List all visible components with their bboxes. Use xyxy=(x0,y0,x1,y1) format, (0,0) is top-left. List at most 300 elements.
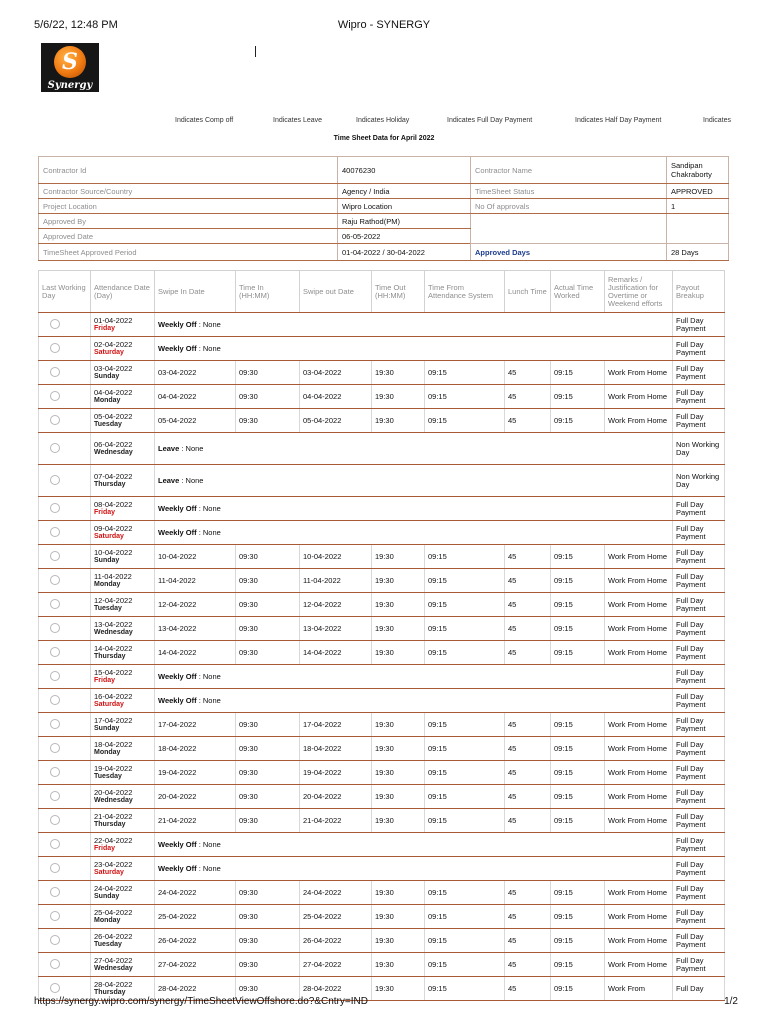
remarks: Work From xyxy=(605,977,673,1001)
approved-days-label: Approved Days xyxy=(471,244,667,261)
attendance-date: 21-04-2022 xyxy=(94,811,133,821)
day-status-note: None xyxy=(202,839,221,849)
actual-time-worked: 09:15 xyxy=(551,881,605,905)
table-row xyxy=(39,385,725,409)
time-out: 19:30 xyxy=(372,641,425,665)
contractor-id-label: Contractor Id xyxy=(39,157,338,184)
contractor-info-table xyxy=(38,156,729,261)
attendance-system-time: 09:15 xyxy=(425,977,505,1001)
attendance-date-cell xyxy=(91,881,155,905)
lunch-time: 45 xyxy=(505,617,551,641)
status-separator: : xyxy=(196,863,203,873)
day-of-week: Sunday xyxy=(94,556,120,564)
day-status-type: Weekly Off xyxy=(158,839,197,849)
day-status-cell xyxy=(155,665,673,689)
col-payout: Payout Breakup xyxy=(673,271,725,313)
table-row xyxy=(39,953,725,977)
last-working-day-radio[interactable] xyxy=(50,475,60,485)
last-working-day-cell xyxy=(39,409,91,433)
last-working-day-radio[interactable] xyxy=(50,575,60,585)
last-working-day-radio[interactable] xyxy=(50,719,60,729)
synergy-logo[interactable] xyxy=(41,43,99,92)
actual-time-worked: 09:15 xyxy=(551,641,605,665)
payout-breakup: Full Day Payment xyxy=(673,737,725,761)
last-working-day-radio[interactable] xyxy=(50,671,60,681)
time-out: 19:30 xyxy=(372,809,425,833)
day-of-week: Thursday xyxy=(94,820,126,828)
time-in: 09:30 xyxy=(236,713,300,737)
table-row xyxy=(39,465,725,497)
attendance-date: 22-04-2022 xyxy=(94,835,133,845)
payout-breakup: Full Day Payment xyxy=(673,833,725,857)
table-row xyxy=(39,409,725,433)
payout-breakup: Full Day Payment xyxy=(673,713,725,737)
swipe-out-date: 27-04-2022 xyxy=(300,953,372,977)
attendance-date: 18-04-2022 xyxy=(94,739,133,749)
last-working-day-cell xyxy=(39,833,91,857)
last-working-day-cell xyxy=(39,857,91,881)
time-in: 09:30 xyxy=(236,641,300,665)
last-working-day-radio[interactable] xyxy=(50,527,60,537)
actual-time-worked: 09:15 xyxy=(551,617,605,641)
status-separator: : xyxy=(196,527,203,537)
attendance-date: 14-04-2022 xyxy=(94,643,133,653)
day-of-week: Tuesday xyxy=(94,420,122,428)
contractor-id-value: 40076230 xyxy=(338,157,471,184)
last-working-day-radio[interactable] xyxy=(50,343,60,353)
last-working-day-radio[interactable] xyxy=(50,767,60,777)
last-working-day-radio[interactable] xyxy=(50,551,60,561)
lunch-time: 45 xyxy=(505,713,551,737)
day-status-note: None xyxy=(202,695,221,705)
status-separator: : xyxy=(196,319,203,329)
attendance-system-time: 09:15 xyxy=(425,713,505,737)
attendance-system-time: 09:15 xyxy=(425,569,505,593)
payout-breakup: Full Day Payment xyxy=(673,929,725,953)
actual-time-worked: 09:15 xyxy=(551,409,605,433)
col-actual-time: Actual Time Worked xyxy=(551,271,605,313)
swipe-out-date: 26-04-2022 xyxy=(300,929,372,953)
day-status-note: None xyxy=(202,527,221,537)
last-working-day-cell xyxy=(39,521,91,545)
attendance-date-cell xyxy=(91,385,155,409)
text-cursor xyxy=(255,46,256,57)
lunch-time: 45 xyxy=(505,905,551,929)
legend-holiday: Indicates Holiday xyxy=(356,117,410,124)
day-status-type: Weekly Off xyxy=(158,671,197,681)
attendance-system-time: 09:15 xyxy=(425,881,505,905)
empty-cell xyxy=(667,214,729,244)
attendance-date: 04-04-2022 xyxy=(94,387,133,397)
attendance-date-cell xyxy=(91,313,155,337)
last-working-day-radio[interactable] xyxy=(50,623,60,633)
day-of-week: Thursday xyxy=(94,480,126,488)
time-out: 19:30 xyxy=(372,593,425,617)
status-value: APPROVED xyxy=(667,184,729,199)
last-working-day-radio[interactable] xyxy=(50,503,60,513)
remarks: Work From Home xyxy=(605,569,673,593)
day-of-week: Wednesday xyxy=(94,796,133,804)
logo-letter: S xyxy=(62,49,78,75)
swipe-in-date: 19-04-2022 xyxy=(155,761,236,785)
attendance-date-cell xyxy=(91,545,155,569)
attendance-system-time: 09:15 xyxy=(425,617,505,641)
remarks: Work From Home xyxy=(605,761,673,785)
last-working-day-radio[interactable] xyxy=(50,887,60,897)
lunch-time: 45 xyxy=(505,545,551,569)
day-status-type: Weekly Off xyxy=(158,503,197,513)
last-working-day-radio[interactable] xyxy=(50,863,60,873)
payout-breakup: Full Day Payment xyxy=(673,545,725,569)
table-row xyxy=(39,881,725,905)
attendance-date-cell xyxy=(91,905,155,929)
last-working-day-radio[interactable] xyxy=(50,959,60,969)
day-of-week: Tuesday xyxy=(94,772,122,780)
print-datetime: 5/6/22, 12:48 PM xyxy=(34,19,118,31)
actual-time-worked: 09:15 xyxy=(551,953,605,977)
table-row xyxy=(39,641,725,665)
attendance-date-cell xyxy=(91,689,155,713)
time-in: 09:30 xyxy=(236,593,300,617)
time-in: 09:30 xyxy=(236,409,300,433)
last-working-day-radio[interactable] xyxy=(50,319,60,329)
attendance-date: 01-04-2022 xyxy=(94,315,133,325)
time-out: 19:30 xyxy=(372,617,425,641)
day-of-week: Monday xyxy=(94,916,121,924)
day-status-type: Weekly Off xyxy=(158,695,197,705)
swipe-out-date: 25-04-2022 xyxy=(300,905,372,929)
day-of-week: Wednesday xyxy=(94,628,133,636)
remarks: Work From Home xyxy=(605,593,673,617)
day-status-note: None xyxy=(202,319,221,329)
table-row xyxy=(39,361,725,385)
day-status-note: None xyxy=(185,443,204,453)
attendance-date: 27-04-2022 xyxy=(94,955,133,965)
attendance-date-cell xyxy=(91,641,155,665)
last-working-day-radio[interactable] xyxy=(50,743,60,753)
empty-cell xyxy=(471,214,667,244)
swipe-out-date: 04-04-2022 xyxy=(300,385,372,409)
col-time-out: Time Out (HH:MM) xyxy=(372,271,425,313)
swipe-in-date: 10-04-2022 xyxy=(155,545,236,569)
actual-time-worked: 09:15 xyxy=(551,737,605,761)
project-location-value: Wipro Location xyxy=(338,199,471,214)
last-working-day-cell xyxy=(39,665,91,689)
attendance-date: 20-04-2022 xyxy=(94,787,133,797)
actual-time-worked: 09:15 xyxy=(551,905,605,929)
lunch-time: 45 xyxy=(505,361,551,385)
attendance-date-cell xyxy=(91,521,155,545)
day-of-week: Thursday xyxy=(94,652,126,660)
day-status-note: None xyxy=(202,863,221,873)
last-working-day-radio[interactable] xyxy=(50,599,60,609)
time-out: 19:30 xyxy=(372,569,425,593)
last-working-day-radio[interactable] xyxy=(50,983,60,993)
day-status-type: Leave xyxy=(158,475,180,485)
swipe-out-date: 28-04-2022 xyxy=(300,977,372,1001)
day-of-week: Friday xyxy=(94,676,116,684)
attendance-date-cell xyxy=(91,761,155,785)
remarks: Work From Home xyxy=(605,929,673,953)
attendance-date: 02-04-2022 xyxy=(94,339,133,349)
payout-breakup: Non Working Day xyxy=(673,465,725,497)
day-status-note: None xyxy=(202,343,221,353)
table-row xyxy=(39,665,725,689)
payout-breakup: Full Day Payment xyxy=(673,953,725,977)
day-status-type: Leave xyxy=(158,443,180,453)
legend-half-day-payment: Indicates Half Day Payment xyxy=(575,117,662,124)
time-in: 09:30 xyxy=(236,545,300,569)
table-row xyxy=(39,713,725,737)
day-of-week: Thursday xyxy=(94,988,126,996)
attendance-date-cell xyxy=(91,361,155,385)
time-in: 09:30 xyxy=(236,977,300,1001)
last-working-day-cell xyxy=(39,593,91,617)
day-of-week: Wednesday xyxy=(94,448,133,456)
actual-time-worked: 09:15 xyxy=(551,809,605,833)
status-separator: : xyxy=(196,503,203,513)
attendance-date-cell xyxy=(91,833,155,857)
payout-breakup: Full Day Payment xyxy=(673,857,725,881)
remarks: Work From Home xyxy=(605,905,673,929)
approvals-value: 1 xyxy=(667,199,729,214)
actual-time-worked: 09:15 xyxy=(551,785,605,809)
time-in: 09:30 xyxy=(236,953,300,977)
swipe-out-date: 14-04-2022 xyxy=(300,641,372,665)
table-row xyxy=(39,809,725,833)
last-working-day-cell xyxy=(39,929,91,953)
last-working-day-radio[interactable] xyxy=(50,443,60,453)
time-out: 19:30 xyxy=(372,361,425,385)
lunch-time: 45 xyxy=(505,977,551,1001)
time-out: 19:30 xyxy=(372,713,425,737)
day-of-week: Saturday xyxy=(94,868,124,876)
attendance-date: 03-04-2022 xyxy=(94,363,133,373)
swipe-in-date: 17-04-2022 xyxy=(155,713,236,737)
last-working-day-cell xyxy=(39,433,91,465)
time-out: 19:30 xyxy=(372,761,425,785)
time-in: 09:30 xyxy=(236,761,300,785)
remarks: Work From Home xyxy=(605,881,673,905)
last-working-day-cell xyxy=(39,337,91,361)
swipe-out-date: 17-04-2022 xyxy=(300,713,372,737)
time-in: 09:30 xyxy=(236,881,300,905)
approvals-label: No Of approvals xyxy=(471,199,667,214)
day-of-week: Sunday xyxy=(94,892,120,900)
last-working-day-radio[interactable] xyxy=(50,815,60,825)
last-working-day-radio[interactable] xyxy=(50,935,60,945)
col-last-working-day: Last Working Day xyxy=(39,271,91,313)
source-label: Contractor Source/Country xyxy=(39,184,338,199)
attendance-date-cell xyxy=(91,785,155,809)
table-row xyxy=(39,337,725,361)
remarks: Work From Home xyxy=(605,785,673,809)
swipe-in-date: 05-04-2022 xyxy=(155,409,236,433)
table-row xyxy=(39,433,725,465)
payout-breakup: Full Day Payment xyxy=(673,689,725,713)
attendance-date: 08-04-2022 xyxy=(94,499,133,509)
time-in: 09:30 xyxy=(236,361,300,385)
last-working-day-radio[interactable] xyxy=(50,367,60,377)
status-separator: : xyxy=(179,475,186,485)
swipe-in-date: 14-04-2022 xyxy=(155,641,236,665)
last-working-day-radio[interactable] xyxy=(50,391,60,401)
legend-leave: Indicates Leave xyxy=(273,117,323,124)
payout-breakup: Full Day xyxy=(673,977,725,1001)
lunch-time: 45 xyxy=(505,929,551,953)
swipe-out-date: 11-04-2022 xyxy=(300,569,372,593)
table-row xyxy=(39,497,725,521)
swipe-out-date: 13-04-2022 xyxy=(300,617,372,641)
table-row xyxy=(39,737,725,761)
actual-time-worked: 09:15 xyxy=(551,361,605,385)
table-row xyxy=(39,857,725,881)
swipe-out-date: 12-04-2022 xyxy=(300,593,372,617)
last-working-day-cell xyxy=(39,385,91,409)
attendance-date-cell xyxy=(91,713,155,737)
timesheet-title: Time Sheet Data for April 2022 xyxy=(333,135,435,142)
last-working-day-cell xyxy=(39,785,91,809)
last-working-day-radio[interactable] xyxy=(50,647,60,657)
attendance-date-cell xyxy=(91,617,155,641)
attendance-date-cell xyxy=(91,465,155,497)
col-remarks: Remarks / Justification for Overtime or Weekend efforts xyxy=(605,271,673,313)
table-row xyxy=(39,593,725,617)
contractor-name-label: Contractor Name xyxy=(471,157,667,184)
swipe-out-date: 05-04-2022 xyxy=(300,409,372,433)
time-out: 19:30 xyxy=(372,881,425,905)
swipe-in-date: 27-04-2022 xyxy=(155,953,236,977)
day-status-cell xyxy=(155,857,673,881)
attendance-date-cell xyxy=(91,857,155,881)
swipe-in-date: 24-04-2022 xyxy=(155,881,236,905)
day-of-week: Monday xyxy=(94,580,121,588)
day-status-cell xyxy=(155,337,673,361)
last-working-day-cell xyxy=(39,617,91,641)
attendance-date: 16-04-2022 xyxy=(94,691,133,701)
payout-breakup: Full Day Payment xyxy=(673,809,725,833)
lunch-time: 45 xyxy=(505,809,551,833)
time-out: 19:30 xyxy=(372,929,425,953)
day-status-type: Weekly Off xyxy=(158,319,197,329)
col-lunch-time: Lunch Time xyxy=(505,271,551,313)
attendance-date: 26-04-2022 xyxy=(94,931,133,941)
attendance-date: 15-04-2022 xyxy=(94,667,133,677)
day-of-week: Saturday xyxy=(94,348,124,356)
day-status-cell xyxy=(155,833,673,857)
attendance-system-time: 09:15 xyxy=(425,953,505,977)
attendance-date-cell xyxy=(91,593,155,617)
table-row xyxy=(39,833,725,857)
last-working-day-radio[interactable] xyxy=(50,791,60,801)
payout-breakup: Full Day Payment xyxy=(673,665,725,689)
last-working-day-cell xyxy=(39,761,91,785)
lunch-time: 45 xyxy=(505,593,551,617)
last-working-day-radio[interactable] xyxy=(50,911,60,921)
table-row xyxy=(39,905,725,929)
day-of-week: Friday xyxy=(94,324,116,332)
remarks: Work From Home xyxy=(605,361,673,385)
approved-date-value: 06-05-2022 xyxy=(338,229,471,244)
table-row xyxy=(39,545,725,569)
payout-breakup: Full Day Payment xyxy=(673,313,725,337)
attendance-date-cell xyxy=(91,337,155,361)
last-working-day-cell xyxy=(39,905,91,929)
project-location-label: Project Location xyxy=(39,199,338,214)
attendance-date-cell xyxy=(91,665,155,689)
swipe-out-date: 10-04-2022 xyxy=(300,545,372,569)
time-in: 09:30 xyxy=(236,569,300,593)
last-working-day-radio[interactable] xyxy=(50,415,60,425)
payout-breakup: Full Day Payment xyxy=(673,641,725,665)
lunch-time: 45 xyxy=(505,953,551,977)
attendance-system-time: 09:15 xyxy=(425,641,505,665)
attendance-date: 06-04-2022 xyxy=(94,439,133,449)
day-of-week: Wednesday xyxy=(94,964,133,972)
legend-other: Indicates xyxy=(703,117,732,124)
actual-time-worked: 09:15 xyxy=(551,385,605,409)
legend-full-day-payment: Indicates Full Day Payment xyxy=(447,117,533,124)
swipe-in-date: 12-04-2022 xyxy=(155,593,236,617)
attendance-date-cell xyxy=(91,953,155,977)
payout-breakup: Non Working Day xyxy=(673,433,725,465)
attendance-date: 13-04-2022 xyxy=(94,619,133,629)
last-working-day-radio[interactable] xyxy=(50,695,60,705)
payout-breakup: Full Day Payment xyxy=(673,521,725,545)
payout-breakup: Full Day Payment xyxy=(673,905,725,929)
status-separator: : xyxy=(196,839,203,849)
day-status-note: None xyxy=(202,503,221,513)
col-time-in: Time In (HH:MM) xyxy=(236,271,300,313)
legend-comp-off: Indicates Comp off xyxy=(175,117,234,124)
timesheet-table xyxy=(38,270,725,1001)
attendance-date: 19-04-2022 xyxy=(94,763,133,773)
swipe-in-date: 04-04-2022 xyxy=(155,385,236,409)
time-in: 09:30 xyxy=(236,905,300,929)
last-working-day-cell xyxy=(39,737,91,761)
lunch-time: 45 xyxy=(505,785,551,809)
time-in: 09:30 xyxy=(236,737,300,761)
time-in: 09:30 xyxy=(236,617,300,641)
table-row xyxy=(39,313,725,337)
attendance-date-cell xyxy=(91,929,155,953)
attendance-date: 10-04-2022 xyxy=(94,547,133,557)
attendance-date-cell xyxy=(91,809,155,833)
status-separator: : xyxy=(196,695,203,705)
attendance-system-time: 09:15 xyxy=(425,409,505,433)
remarks: Work From Home xyxy=(605,809,673,833)
col-swipe-out-date: Swipe out Date xyxy=(300,271,372,313)
attendance-date: 24-04-2022 xyxy=(94,883,133,893)
last-working-day-cell xyxy=(39,465,91,497)
swipe-out-date: 20-04-2022 xyxy=(300,785,372,809)
attendance-date: 28-04-2022 xyxy=(94,979,133,989)
last-working-day-cell xyxy=(39,953,91,977)
print-footer-url: https://synergy.wipro.com/synergy/TimeSheetViewOffshore.do?&Cntry=IND xyxy=(34,996,368,1007)
lunch-time: 45 xyxy=(505,737,551,761)
day-status-cell xyxy=(155,465,673,497)
payout-breakup: Full Day Payment xyxy=(673,761,725,785)
last-working-day-radio[interactable] xyxy=(50,839,60,849)
table-row xyxy=(39,761,725,785)
swipe-out-date: 24-04-2022 xyxy=(300,881,372,905)
remarks: Work From Home xyxy=(605,713,673,737)
lunch-time: 45 xyxy=(505,881,551,905)
swipe-in-date: 26-04-2022 xyxy=(155,929,236,953)
day-status-note: None xyxy=(185,475,204,485)
time-in: 09:30 xyxy=(236,809,300,833)
day-status-type: Weekly Off xyxy=(158,863,197,873)
